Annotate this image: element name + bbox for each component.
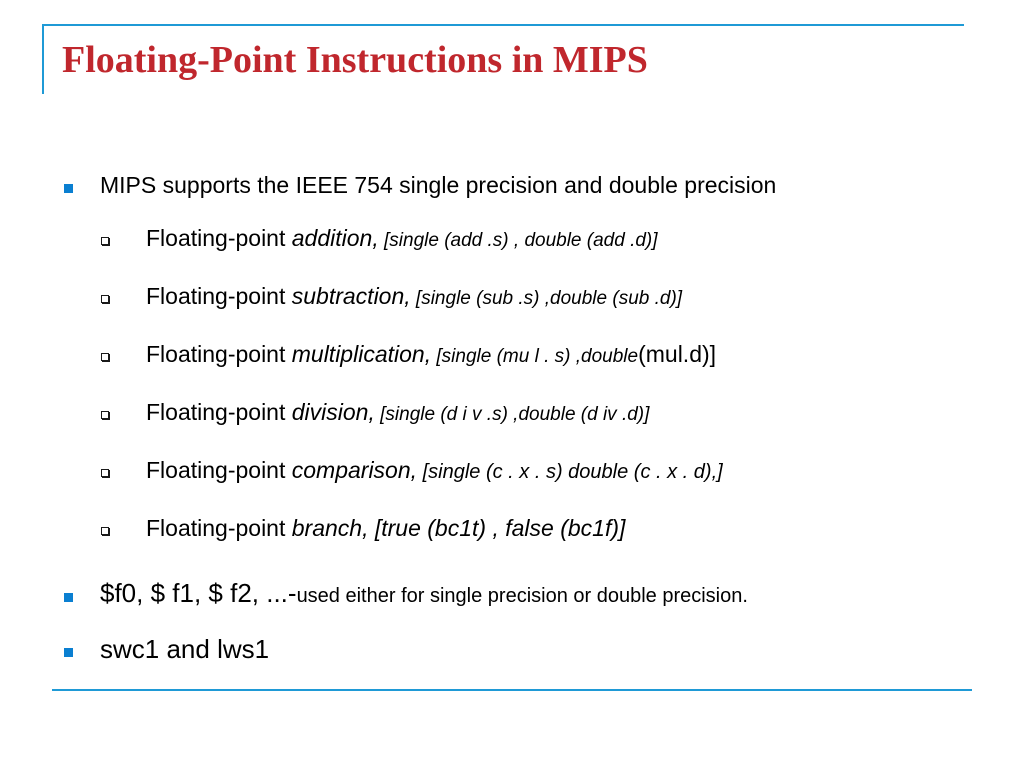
checkbox-bullet-icon: [101, 527, 109, 535]
register-note: used either for single precision or double precision.: [296, 585, 748, 607]
subitem-prefix: Floating-point: [146, 399, 292, 425]
bullet-square-icon: [64, 184, 73, 193]
subitem-multiplication: [146, 341, 716, 368]
subitem-detail: [single (d i v .s) ,double (d iv .d)]: [374, 404, 650, 425]
footer-accent-line: [52, 689, 972, 691]
subitem-prefix: Floating-point: [146, 515, 292, 541]
subitem-operation: branch, [true (bc1t) , false (bc1f)]: [291, 515, 626, 541]
subitem-subtraction: [146, 283, 682, 310]
bullet-square-icon: [64, 648, 73, 657]
subitem-tail: (mul.d)]: [638, 341, 717, 367]
bullet-registers: [100, 578, 748, 609]
bullet-text-ieee-support: MIPS supports the IEEE 754 single precision and double precision: [100, 172, 777, 198]
subitem-detail: [single (sub .s) ,double (sub .d)]: [410, 288, 683, 309]
checkbox-bullet-icon: [101, 237, 109, 245]
checkbox-bullet-icon: [101, 295, 109, 303]
checkbox-bullet-icon: [101, 411, 109, 419]
subitem-addition: [146, 225, 658, 252]
title-accent-vertical-line: [42, 24, 44, 94]
bullet-store-load: swc1 and lws1: [100, 634, 270, 664]
subitem-operation: subtraction,: [291, 283, 411, 309]
subitem-prefix: Floating-point: [146, 283, 292, 309]
subitem-branch: [146, 515, 625, 542]
subitem-detail: [single (add .s) , double (add .d)]: [378, 230, 658, 251]
subitem-prefix: Floating-point: [146, 457, 292, 483]
subitem-detail: [single (c . x . s) double (c . x . d),]: [417, 461, 723, 483]
subitem-division: [146, 399, 649, 426]
title-accent-horizontal-line: [42, 24, 964, 26]
subitem-operation: addition,: [291, 225, 379, 251]
subitem-comparison: [146, 457, 723, 484]
checkbox-bullet-icon: [101, 353, 109, 361]
subitem-operation: multiplication,: [291, 341, 432, 367]
subitem-detail: [single (mu l . s) ,double: [431, 346, 639, 367]
register-list: $f0, $ f1, $ f2, ...-: [100, 578, 297, 608]
subitem-prefix: Floating-point: [146, 341, 292, 367]
checkbox-bullet-icon: [101, 469, 109, 477]
slide-title: Floating-Point Instructions in MIPS: [62, 39, 648, 81]
subitem-operation: division,: [291, 399, 375, 425]
subitem-prefix: Floating-point: [146, 225, 292, 251]
bullet-square-icon: [64, 593, 73, 602]
subitem-operation: comparison,: [291, 457, 418, 483]
